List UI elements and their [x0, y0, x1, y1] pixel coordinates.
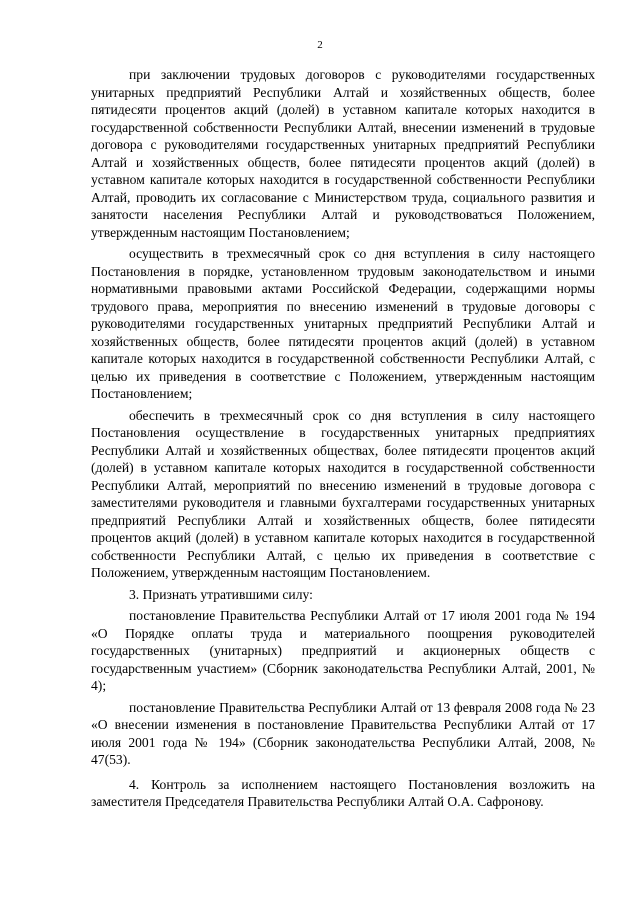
paragraph-ensure-changes: обеспечить в трехмесячный срок со дня вступления в силу настоящего Постановления осуществление в государственных унитарных предприятиях Республики Алтай и хозяйственных обществах, более пятидесяти процентов акций (долей) в уставном капитале которых находится в государственной собственности Республики Алтай, мероприятий по внесению изменений в трудовые договора с заместителями руководителя и главными бухгалтерами государственных унитарных предприятий Республики Алтай и хозяйственных обществ, более пятидесяти процентов акций (долей) в уставном капитале которых находится в государственной собственности Республики Алтай, с целью их приведения в соответствие с Положением, утвержденным настоящим Постановлением.: [91, 407, 595, 580]
paragraph-labor-contracts: при заключении трудовых договоров с руководителями государственных унитарных предприятий Республики Алтай и хозяйственных обществ, более пятидесяти процентов акций (долей) в уставном капитале которых находится в государственной собственности Республики Алтай, внесении изменений в трудовые договора с руководителями государственных унитарных предприятий Республики Алтай и хозяйственных обществ, более пятидесяти процентов акций (долей) в уставном капитале которых находится в государственной собственности Республики Алтай, проводить их согласование с Министерством труда, социального развития и занятости населения Республики Алтай и руководствоваться Положением, утвержденным настоящим Постановлением;: [91, 67, 595, 240]
paragraph-repeal-2008: постановление Правительства Республики Алтай от 13 февраля 2008 года № 23 «О внесении изменения в постановление Правительства Республики Алтай от 17 июля 2001 года № 194» (Сборник законодательства Республики Алтай, 2008, № 47(53).: [91, 699, 595, 767]
paragraph-repeal-heading: 3. Признать утратившими силу:: [129, 586, 313, 602]
paragraph-repeal-2001: постановление Правительства Республики Алтай от 17 июля 2001 года № 194 «О Порядке оплаты труда и материального поощрения руководителей государственных (унитарных) предприятий и акционерных обществ с государственным участием» (Сборник законодательства Республики Алтай, 2001, № 4);: [91, 608, 595, 693]
paragraph-implement-changes: осуществить в трехмесячный срок со дня вступления в силу настоящего Постановления в порядке, установленном трудовым законодательством и иными нормативными правовыми актами Российской Федерации, содержащими нормы трудового права, мероприятия по внесению изменений в трудовые договоры с руководителями государственных унитарных предприятий Республики Алтай и хозяйственных обществ, более пятидесяти процентов акций (долей) в уставном капитале которых находится в государственной собственности Республики Алтай, с целью их приведения в соответствие с Положением, утвержденным настоящим Постановлением;: [91, 246, 595, 401]
document-body: [91, 66, 595, 811]
page-number: 2: [317, 39, 323, 51]
paragraph-control: 4. Контроль за исполнением настоящего Постановления возложить на заместителя Председателя Правительства Республики Алтай О.А. Сафронову.: [91, 776, 595, 809]
